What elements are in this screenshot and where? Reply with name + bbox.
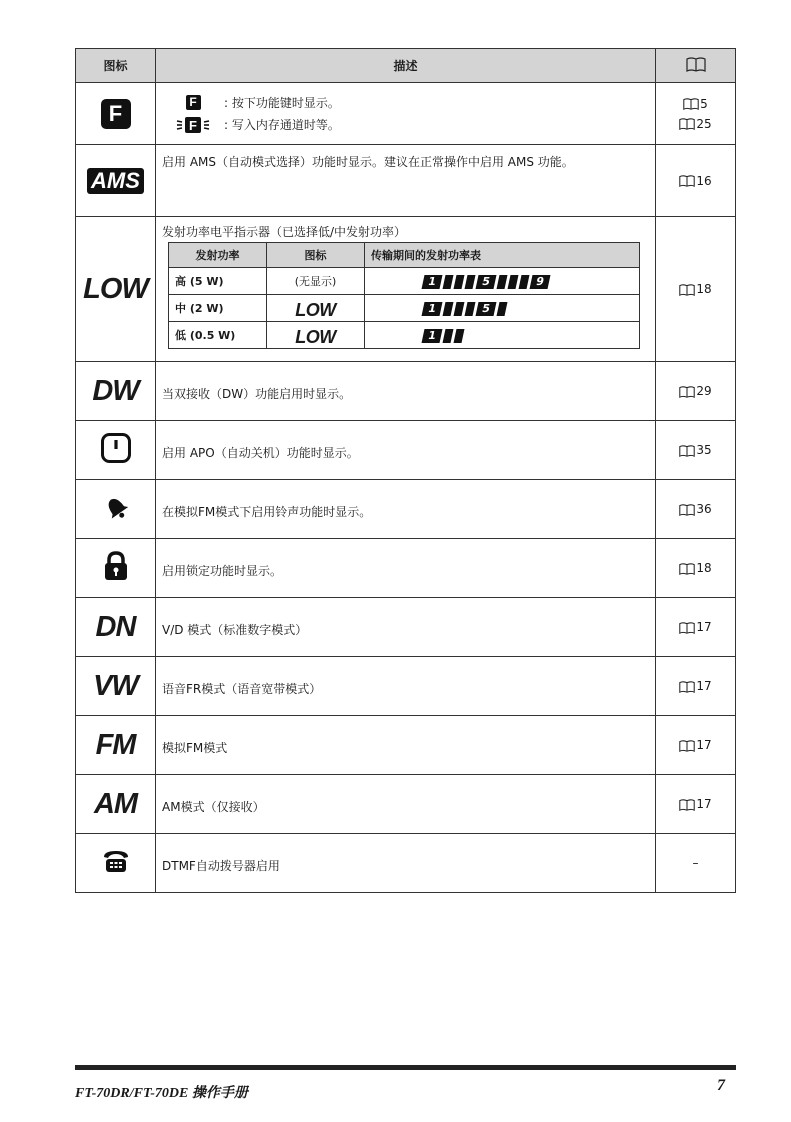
telephone-icon bbox=[102, 848, 130, 874]
description-text: 启用锁定功能时显示。 bbox=[162, 564, 283, 578]
table-row bbox=[76, 657, 736, 716]
book-icon bbox=[686, 57, 706, 72]
icon-cell bbox=[76, 83, 156, 145]
book-icon bbox=[679, 118, 695, 130]
power-meter bbox=[423, 327, 633, 343]
ams-icon: AMS bbox=[87, 168, 144, 194]
power-icon-value: (无显示) bbox=[267, 268, 365, 295]
reference-cell bbox=[656, 657, 736, 716]
meter-segment bbox=[508, 275, 519, 289]
header-icon: 图标 bbox=[76, 49, 156, 83]
page-reference: 16 bbox=[696, 173, 712, 188]
page-reference: 29 bbox=[696, 384, 712, 398]
fm-icon: FM bbox=[95, 728, 136, 761]
reference-cell bbox=[656, 834, 736, 893]
meter-segment: 1 bbox=[422, 275, 443, 289]
power-icon-value bbox=[267, 295, 365, 322]
power-row bbox=[169, 322, 640, 349]
description-text: 模拟FM模式 bbox=[162, 741, 228, 755]
reference-cell bbox=[656, 480, 736, 539]
reference-cell bbox=[656, 598, 736, 657]
icon-cell bbox=[76, 421, 156, 480]
power-meter-cell bbox=[365, 295, 640, 322]
page-reference: 17 bbox=[696, 620, 712, 634]
meter-segment bbox=[443, 329, 454, 343]
book-icon bbox=[679, 445, 695, 457]
description-text: 发射功率电平指示器（已选择低/中发射功率） bbox=[162, 225, 407, 239]
description-text: : 按下功能键时显示。 bbox=[224, 96, 340, 110]
book-icon bbox=[683, 98, 699, 110]
description-cell bbox=[156, 421, 656, 480]
reference-cell bbox=[656, 539, 736, 598]
book-icon bbox=[679, 740, 695, 752]
table-row bbox=[76, 598, 736, 657]
meter-segment bbox=[519, 275, 530, 289]
power-level: 中 (2 W) bbox=[169, 295, 267, 322]
power-table-header bbox=[169, 243, 640, 268]
description-cell bbox=[156, 83, 656, 145]
description-cell bbox=[156, 539, 656, 598]
page-reference: 17 bbox=[696, 679, 712, 693]
icon-table bbox=[75, 48, 736, 893]
reference-cell bbox=[656, 716, 736, 775]
description-text: 当双接收（DW）功能启用时显示。 bbox=[162, 387, 352, 401]
power-level: 低 (0.5 W) bbox=[169, 322, 267, 349]
table-header-row bbox=[76, 49, 736, 83]
meter-segment: 1 bbox=[422, 329, 443, 343]
book-icon bbox=[679, 622, 695, 634]
vw-icon: VW bbox=[93, 669, 138, 702]
description-cell bbox=[156, 217, 656, 362]
table-row bbox=[76, 716, 736, 775]
book-icon bbox=[679, 563, 695, 575]
low-power-icon: LOW bbox=[83, 272, 148, 305]
page-reference: 17 bbox=[696, 797, 712, 811]
table-row bbox=[76, 145, 736, 217]
page-reference: 35 bbox=[696, 443, 712, 457]
meter-segment bbox=[454, 275, 465, 289]
icon-cell bbox=[76, 217, 156, 362]
meter-segment bbox=[497, 275, 508, 289]
table-row bbox=[76, 421, 736, 480]
power-timer-icon bbox=[101, 433, 131, 463]
icon-cell bbox=[76, 362, 156, 421]
meter-segment bbox=[443, 302, 454, 316]
description-cell bbox=[156, 657, 656, 716]
icon-cell bbox=[76, 598, 156, 657]
power-row bbox=[169, 268, 640, 295]
meter-segment bbox=[465, 275, 476, 289]
power-header: 发射功率 bbox=[169, 243, 267, 268]
table-row bbox=[76, 539, 736, 598]
icon-cell bbox=[76, 539, 156, 598]
page-number: 7 bbox=[717, 1077, 725, 1094]
description-cell bbox=[156, 775, 656, 834]
icon-cell bbox=[76, 716, 156, 775]
description-text: : 写入内存通道时等。 bbox=[224, 118, 340, 132]
icon-cell bbox=[76, 775, 156, 834]
page-reference: 36 bbox=[696, 502, 712, 516]
description-cell bbox=[156, 716, 656, 775]
reference-cell bbox=[656, 421, 736, 480]
description-text: 启用 APO（自动关机）功能时显示。 bbox=[162, 446, 359, 460]
power-icon-value bbox=[267, 322, 365, 349]
book-icon bbox=[679, 504, 695, 516]
book-icon bbox=[679, 799, 695, 811]
meter-segment: 5 bbox=[476, 302, 497, 316]
am-icon: AM bbox=[93, 787, 138, 820]
reference-cell bbox=[656, 775, 736, 834]
meter-segment bbox=[454, 302, 465, 316]
page-reference: 25 bbox=[696, 116, 712, 131]
book-icon bbox=[679, 284, 695, 296]
meter-segment bbox=[497, 302, 508, 316]
meter-segment: 1 bbox=[422, 302, 443, 316]
power-table bbox=[168, 242, 640, 349]
power-meter bbox=[423, 273, 633, 289]
low-icon: LOW bbox=[295, 300, 336, 320]
description-cell bbox=[156, 362, 656, 421]
table-row bbox=[76, 480, 736, 539]
meter-segment bbox=[465, 302, 476, 316]
page-reference: 18 bbox=[696, 561, 712, 575]
description-cell bbox=[156, 480, 656, 539]
description-text: DTMF自动拨号器启用 bbox=[162, 859, 280, 873]
bell-icon bbox=[102, 493, 130, 521]
icon-cell bbox=[76, 145, 156, 217]
power-meter-cell bbox=[365, 268, 640, 295]
book-icon bbox=[679, 681, 695, 693]
reference-cell bbox=[656, 145, 736, 217]
description-text: 语音FR模式（语音宽带模式） bbox=[162, 682, 322, 696]
lock-icon bbox=[103, 551, 129, 581]
header-reference bbox=[656, 49, 736, 83]
description-cell bbox=[156, 834, 656, 893]
meter-segment: 9 bbox=[530, 275, 551, 289]
table-row bbox=[76, 362, 736, 421]
dw-icon: DW bbox=[92, 374, 139, 407]
reference-cell bbox=[656, 217, 736, 362]
description-cell bbox=[156, 145, 656, 217]
svg-text:F: F bbox=[189, 117, 197, 133]
table-row bbox=[76, 83, 736, 145]
page-reference: – bbox=[692, 856, 699, 870]
power-level: 高 (5 W) bbox=[169, 268, 267, 295]
f-key-icon: F bbox=[101, 99, 131, 129]
f-key-icon: F bbox=[186, 95, 201, 110]
power-meter-cell bbox=[365, 322, 640, 349]
manual-title: FT-70DR/FT-70DE 操作手册 bbox=[75, 1086, 248, 1101]
footer-rule bbox=[75, 1065, 736, 1070]
book-icon bbox=[679, 175, 695, 187]
meter-header: 传输期间的发射功率表 bbox=[365, 243, 640, 268]
low-icon: LOW bbox=[295, 327, 336, 347]
meter-segment bbox=[454, 329, 465, 343]
power-meter bbox=[423, 300, 633, 316]
description-text: 启用 AMS（自动模式选择）功能时显示。建议在正常操作中启用 AMS 功能。 bbox=[162, 155, 574, 169]
meter-segment: 5 bbox=[476, 275, 497, 289]
icon-cell bbox=[76, 834, 156, 893]
table-row bbox=[76, 217, 736, 362]
reference-cell bbox=[656, 362, 736, 421]
dn-icon: DN bbox=[95, 610, 136, 643]
icon-header: 图标 bbox=[267, 243, 365, 268]
page-reference: 5 bbox=[700, 96, 708, 111]
power-row bbox=[169, 295, 640, 322]
table-row bbox=[76, 834, 736, 893]
description-text: V/D 模式（标准数字模式） bbox=[162, 623, 308, 637]
meter-segment bbox=[443, 275, 454, 289]
page-reference: 17 bbox=[696, 738, 712, 752]
book-icon bbox=[679, 386, 695, 398]
header-description: 描述 bbox=[156, 49, 656, 83]
reference-cell bbox=[656, 83, 736, 145]
description-text: 在模拟FM模式下启用铃声功能时显示。 bbox=[162, 505, 372, 519]
f-key-blinking-icon bbox=[175, 116, 211, 134]
description-cell bbox=[156, 598, 656, 657]
page-reference: 18 bbox=[696, 282, 712, 296]
description-text: AM模式（仅接收） bbox=[162, 800, 265, 814]
icon-cell bbox=[76, 657, 156, 716]
table-row bbox=[76, 775, 736, 834]
icon-cell bbox=[76, 480, 156, 539]
